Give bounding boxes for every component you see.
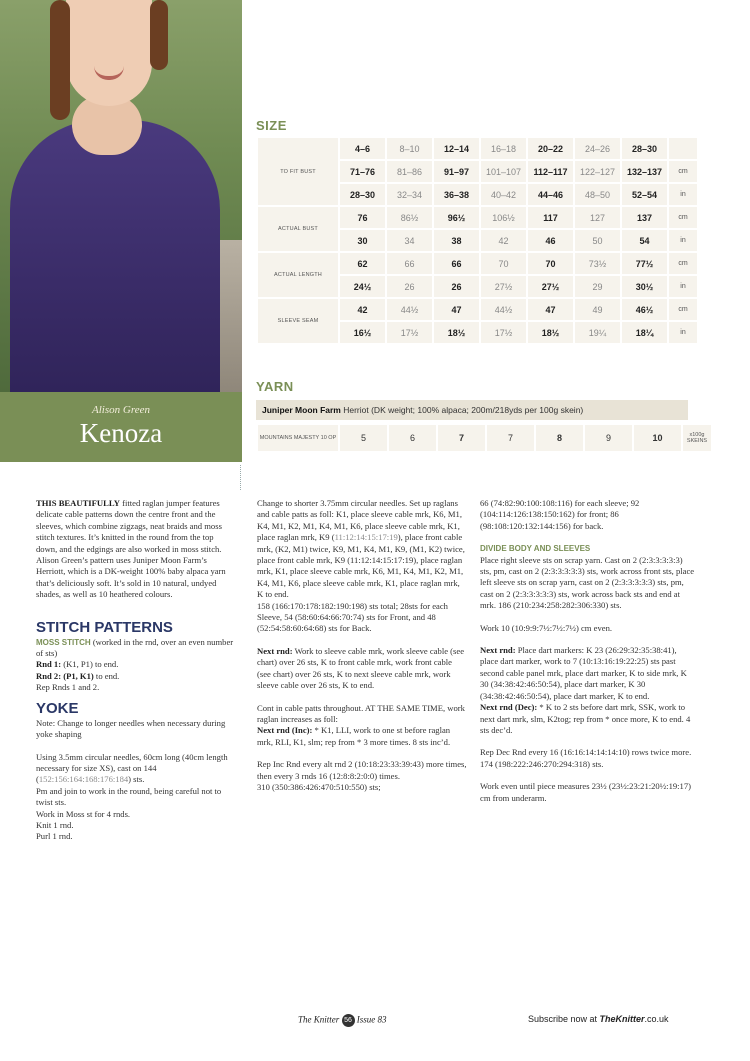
- next-rnd-text: Work to sleeve cable mrk, work sleeve cable (see chart) over 26 sts, K to front cable mrk, work front cable (see chart) over 26 sts, K to next sleeve cable mrk, work sleeve cable over 26 sts, K to end.: [257, 645, 465, 691]
- size-unit: cm: [668, 252, 698, 275]
- size-cell: 42: [339, 298, 386, 321]
- sleeve-counts: 66 (74:82:90:100:108:116) for each sleeve; 92 (104:114:126:138:150:162) for front; 86 (98:108:120:132:144:156) for back.: [480, 498, 640, 531]
- size-unit: in: [668, 275, 698, 298]
- size-cell: 96½: [433, 206, 480, 229]
- yarn-cell: 8: [535, 424, 584, 452]
- yarn-heading: YARN: [256, 379, 294, 394]
- size-cell: 27½: [527, 275, 574, 298]
- yoke-heading: YOKE: [36, 699, 79, 717]
- work-even: Work even until piece measures 23½ (23½:23:21:20½:19:17) cm from underarm.: [480, 781, 692, 803]
- size-cell: 12–14: [433, 137, 480, 160]
- dec-label: Next rnd (Dec):: [480, 702, 538, 713]
- size-cell: 132–137: [621, 160, 668, 183]
- size-cell: 24–26: [574, 137, 621, 160]
- intro-lead: THIS BEAUTIFULLY: [36, 498, 120, 508]
- size-unit: in: [668, 229, 698, 252]
- next-rnd-label: Next rnd:: [257, 645, 293, 656]
- size-cell: 26: [386, 275, 433, 298]
- change-needles: Change to shorter 3.75mm circular needles. Set up raglans and cable patts as foll: K1, place sleeve cable mrk, K6, M1, K4, M1, K2, M1, K4, M1, K6, place sleeve cable mrk, K1, place raglan mrk, K9 (: [257, 498, 462, 543]
- subscribe-text: Subscribe now at: [528, 1014, 600, 1024]
- yarn-shade: MOUNTAINS MAJESTY 10 OP: [257, 424, 339, 452]
- knit-1-rnd: Knit 1 rnd.: [36, 819, 74, 830]
- hair-left: [50, 0, 70, 120]
- size-cell: 19¼: [574, 321, 621, 344]
- pm-join: Pm and join to work in the round, being careful not to twist sts.: [36, 785, 222, 808]
- size-cell: 26: [433, 275, 480, 298]
- size-cell: 127: [574, 206, 621, 229]
- pattern-title: Kenoza: [79, 418, 163, 448]
- size-cell: 47: [527, 298, 574, 321]
- rnd2-label: Rnd 2: (P1, K1): [36, 670, 94, 681]
- size-cell: 52–54: [621, 183, 668, 206]
- size-cell: 137: [621, 206, 668, 229]
- yarn-cell: 7: [486, 424, 535, 452]
- dart-label: Next rnd:: [480, 645, 516, 656]
- size-cell: 44½: [480, 298, 527, 321]
- size-cell: 91–97: [433, 160, 480, 183]
- yarn-cell: 7: [437, 424, 486, 452]
- size-cell: 73½: [574, 252, 621, 275]
- rep-dec: Rep Dec Rnd every 16 (16:16:14:14:14:10) rows twice more. 174 (198:222:246:270:294:318) sts.: [480, 747, 692, 769]
- size-cell: 38: [433, 229, 480, 252]
- size-row-label: ACTUAL BUST: [257, 206, 339, 252]
- footer-issue: [298, 1014, 387, 1027]
- size-row: [257, 298, 698, 321]
- size-cell: 117: [527, 206, 574, 229]
- rnd2-text: to end.: [93, 670, 120, 681]
- size-cell: 46: [527, 229, 574, 252]
- size-cell: 20–22: [527, 137, 574, 160]
- size-cell: 32–34: [386, 183, 433, 206]
- size-cell: 16–18: [480, 137, 527, 160]
- size-cell: 101–107: [480, 160, 527, 183]
- size-cell: 71–76: [339, 160, 386, 183]
- stitch-patterns-heading: STITCH PATTERNS: [36, 618, 173, 636]
- size-cell: 112–117: [527, 160, 574, 183]
- size-table: [256, 136, 699, 345]
- yarn-cell: 5: [339, 424, 388, 452]
- size-cell: 86½: [386, 206, 433, 229]
- size-cell: 70: [480, 252, 527, 275]
- site-name[interactable]: TheKnitter: [599, 1014, 645, 1024]
- column-3: [480, 498, 695, 804]
- intro-text: fitted raglan jumper features delicate cable patterns down the centre front and the sleeves, which combine zigzags, neat braids and moss stitch textures. It’s knitted in the round from the top down, and the edgings are also worked in moss stitch. Alison Green’s pattern uses Juniper Moon Farm’s Herriott, which is a DK-weight 100% baby alpaca yarn that’s deliciously soft. It’s sold in 10 natural, undyed shades, as well as 10 heathered colours.: [36, 498, 226, 600]
- size-cell: 122–127: [574, 160, 621, 183]
- size-cell: 40–42: [480, 183, 527, 206]
- rnd1-label: Rnd 1:: [36, 659, 62, 670]
- work-moss: Work in Moss st for 4 rnds.: [36, 808, 131, 819]
- size-cell: 17½: [480, 321, 527, 344]
- change-sizes: 11:12:14:15:17:19: [334, 532, 398, 543]
- size-cell: 47: [433, 298, 480, 321]
- size-cell: 46½: [621, 298, 668, 321]
- size-cell: 62: [339, 252, 386, 275]
- issue-number: Issue 83: [356, 1014, 387, 1025]
- hair-right: [150, 0, 168, 70]
- using-end: ) sts.: [128, 774, 145, 785]
- size-cell: 77½: [621, 252, 668, 275]
- size-cell: 66: [433, 252, 480, 275]
- rep-rnds: Rep Rnds 1 and 2.: [36, 682, 100, 693]
- face: [66, 0, 152, 106]
- size-cell: 42: [480, 229, 527, 252]
- title-box: [0, 392, 242, 462]
- size-row: [257, 206, 698, 229]
- yoke-note: Note: Change to longer needles when necessary during yoke shaping: [36, 717, 226, 740]
- size-cell: 81–86: [386, 160, 433, 183]
- moss-stitch-text: (worked in the rnd, over an even number of sts): [36, 636, 234, 659]
- size-unit: [668, 137, 698, 160]
- size-cell: 30: [339, 229, 386, 252]
- size-cell: 28–30: [339, 183, 386, 206]
- yarn-cell: 9: [584, 424, 633, 452]
- size-cell: 34: [386, 229, 433, 252]
- size-cell: 36–38: [433, 183, 480, 206]
- work-10: Work 10 (10:9:9:7½:7½:7½) cm even.: [480, 622, 613, 633]
- size-unit: cm: [668, 160, 698, 183]
- size-cell: 18½: [433, 321, 480, 344]
- yarn-cell: 10: [633, 424, 682, 452]
- size-cell: 66: [386, 252, 433, 275]
- size-row: [257, 252, 698, 275]
- page-number: 56: [342, 1014, 355, 1027]
- divide-heading: DIVIDE BODY AND SLEEVES: [480, 544, 591, 554]
- size-row-label: ACTUAL LENGTH: [257, 252, 339, 298]
- size-cell: 28–30: [621, 137, 668, 160]
- size-cell: 4–6: [339, 137, 386, 160]
- size-cell: 76: [339, 206, 386, 229]
- yarn-unit: x100g SKEINS: [682, 424, 712, 452]
- total-sts: 310 (350:386:426:470:510:550) sts;: [257, 781, 381, 792]
- size-cell: 44–46: [527, 183, 574, 206]
- magazine-name: The Knitter: [298, 1014, 340, 1025]
- size-unit: cm: [668, 206, 698, 229]
- size-cell: 50: [574, 229, 621, 252]
- model-photo: [0, 0, 242, 392]
- size-row: [257, 137, 698, 160]
- size-cell: 17½: [386, 321, 433, 344]
- size-unit: in: [668, 321, 698, 344]
- yarn-cell: 6: [388, 424, 437, 452]
- yarn-brand: Juniper Moon Farm: [262, 405, 341, 415]
- size-row-label: TO FIT BUST: [257, 137, 339, 206]
- yarn-desc: Herriot (DK weight; 100% alpaca; 200m/218yds per 100g skein): [340, 405, 584, 415]
- size-cell: 49: [574, 298, 621, 321]
- divider-line: [240, 465, 241, 490]
- purple-sweater: [10, 120, 220, 392]
- purl-1-rnd: Purl 1 rnd.: [36, 831, 73, 842]
- stitch-total: 158 (166:170:178:182:190:198) sts total; 28sts for each Sleeve, 54 (58:60:64:66:70:74) sts for Front, and 48 (52:54:58:60:64:68) sts for Back.: [257, 600, 448, 634]
- size-heading: SIZE: [256, 118, 287, 133]
- author-name: Alison Green: [92, 404, 150, 416]
- size-unit: in: [668, 183, 698, 206]
- dart-text: Place dart markers: K 23 (26:29:32:35:38:41), place dart marker, work to 7 (10:13:16:19:22:25) sts past second cable panel mrk, place dart marker, K to side mrk, K 30 (34:38:42:46:50:54), place dart marker, K 30 (34:38:42:46:50:54), place dart marker, K to end.: [480, 645, 687, 701]
- rep-inc: Rep Inc Rnd every alt rnd 2 (10:18:23:33:39:43) more times, then every 3 rnds 16 (12:8:8:2:0:0) times.: [257, 759, 467, 781]
- column-2: [257, 498, 467, 793]
- size-cell: 29: [574, 275, 621, 298]
- size-cell: 16½: [339, 321, 386, 344]
- using-sizes: 152:156:164:168:176:184: [38, 774, 129, 785]
- size-cell: 18¼: [621, 321, 668, 344]
- size-cell: 24½: [339, 275, 386, 298]
- size-cell: 54: [621, 229, 668, 252]
- place-sleeve: Place right sleeve sts on scrap yarn. Cast on 2 (2:3:3:3:3:3) sts, pm, cast on 2 (2:3:3:3:3:3) sts, work across front sts, place left sleeve sts on scrap yarn, cast on 2 (2:3:3:3:3:3) sts, pm, cast on 2 (2:3:3:3:3:3) sts, work across back sts and end at mrk. 186 (210:234:258:282:306:330) sts.: [480, 554, 695, 611]
- yarn-table: [256, 423, 713, 453]
- footer-subscribe: [528, 1014, 669, 1024]
- dec-text: * K to 2 sts before dart mrk, SSK, work to next dart mrk, slm, K2tog; rep from * once more, K to end. 4 sts dec’d.: [480, 702, 691, 735]
- rnd1-text: (K1, P1) to end.: [61, 659, 119, 670]
- size-cell: 8–10: [386, 137, 433, 160]
- yarn-description: [256, 400, 688, 420]
- column-1: [36, 498, 236, 843]
- size-cell: 30½: [621, 275, 668, 298]
- size-row-label: SLEEVE SEAM: [257, 298, 339, 344]
- size-cell: 48–50: [574, 183, 621, 206]
- inc-label: Next rnd (Inc):: [257, 725, 313, 736]
- change-end: ), place front cable mrk, (K2, M1) twice, K9, M1, K4, M1, K9, (M1, K2) twice, place front cable mrk, K9 (11:12:14:15:17:19), place raglan mrk, K1, place sleeve cable mrk, K6, M1, K4, M1, K2, M1, K4, M1, K6, place sleeve cable mrk, K1, place raglan mrk, K to end.: [257, 532, 465, 600]
- moss-stitch-label: MOSS STITCH: [36, 637, 91, 647]
- size-cell: 27½: [480, 275, 527, 298]
- cont-cable: Cont in cable patts throughout. AT THE SAME TIME, work raglan increases as foll:: [257, 702, 465, 724]
- size-cell: 70: [527, 252, 574, 275]
- size-cell: 106½: [480, 206, 527, 229]
- site-end: .co.uk: [644, 1014, 669, 1024]
- inc-text: * K1, LLI, work to one st before raglan mrk, RLI, K1, slm; rep from * 3 more times. 8 sts inc’d.: [257, 725, 451, 747]
- size-unit: cm: [668, 298, 698, 321]
- using-text: Using 3.5mm circular needles, 60cm long (40cm length necessary for size XS), cast on 144 (: [36, 751, 228, 785]
- size-cell: 44½: [386, 298, 433, 321]
- size-cell: 18½: [527, 321, 574, 344]
